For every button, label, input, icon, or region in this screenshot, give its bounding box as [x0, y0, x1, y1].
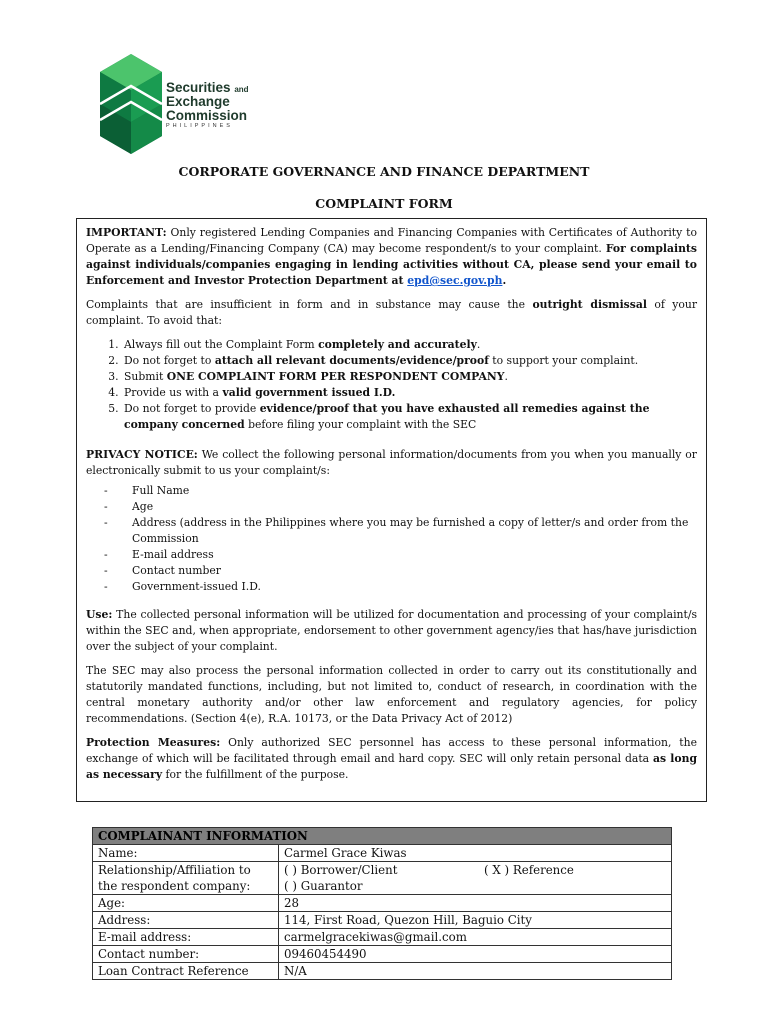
sec-hexagon-icon: [96, 52, 166, 156]
epd-email-link[interactable]: epd@sec.gov.ph: [407, 274, 503, 287]
list-item: - Full Name: [86, 483, 697, 499]
list-item: - Government-issued I.D.: [86, 579, 697, 595]
protection-paragraph: Protection Measures: Only authorized SEC personnel has access to these personal information, the exchange of which will be facilitated through email and hard copy. SEC will only retain personal data as long as necessary for the fulfillment of the purpose.: [86, 736, 697, 781]
steps-list: [86, 337, 697, 433]
list-item: - Address (address in the Philippines where you may be furnished a copy of letter/s and order from the Commission: [86, 515, 697, 547]
table-row: [93, 845, 672, 862]
option-borrower: ( ) Borrower/Client: [284, 863, 398, 877]
table-row: [93, 929, 672, 946]
logo-text-exchange: Exchange: [166, 94, 230, 109]
privacy-paragraph: PRIVACY NOTICE: We collect the following personal information/documents from you when you manually or electronically submit to us your complaint/s:: [86, 448, 697, 477]
complainant-header: COMPLAINANT INFORMATION: [93, 828, 672, 845]
age-label: Age:: [93, 895, 279, 912]
sec-process-paragraph: The SEC may also process the personal information collected in order to carry out its constitutionally and statutorily mandated functions, including, but not limited to, conduct of research, in coordination with the central monetary authority and/or other law enforcement and regulatory agencies, for policy recommendations. (Section 4(e), R.A. 10173, or the Data Privacy Act of 2012): [86, 664, 697, 725]
loan-reference-value: N/A: [279, 963, 672, 980]
logo-text-securities: Securities and: [166, 80, 249, 95]
list-item: - Age: [86, 499, 697, 515]
department-heading: CORPORATE GOVERNANCE AND FINANCE DEPARTMENT: [178, 164, 590, 179]
step-item: 1. Always fill out the Complaint Form completely and accurately.: [122, 337, 697, 353]
email-label: E-mail address:: [93, 929, 279, 946]
table-row: [93, 862, 672, 895]
option-reference: ( X ) Reference: [484, 863, 574, 877]
table-row: [93, 946, 672, 963]
important-paragraph: IMPORTANT: Only registered Lending Companies and Financing Companies with Certificates of Authority to Operate as a Lending/Financing Company (CA) may become respondent/s to your complaint. For complaints against individuals/companies engaging in lending activities without CA, please send your email to Enforcement and Investor Protection Department at epd@sec.gov.ph.: [86, 226, 698, 287]
table-row: [93, 963, 672, 980]
table-row: [93, 912, 672, 929]
personal-info-list: [86, 483, 697, 595]
address-label: Address:: [93, 912, 279, 929]
list-item: - E-mail address: [86, 547, 697, 563]
sec-logo: [96, 52, 256, 156]
email-value: carmelgracekiwas@gmail.com: [279, 929, 672, 946]
contact-value: 09460454490: [279, 946, 672, 963]
complainant-table: [92, 827, 672, 980]
relationship-label: Relationship/Affiliation to the respondent company:: [93, 862, 279, 895]
address-value: 114, First Road, Quezon Hill, Baguio City: [279, 912, 672, 929]
use-paragraph: Use: The collected personal information will be utilized for documentation and processing of your complaint/s within the SEC and, when appropriate, endorsement to other government agency/ies that has/have jurisdiction over the subject of your complaint.: [86, 608, 697, 653]
table-header-row: [93, 828, 672, 845]
logo-text-philippines: PHILIPPINES: [166, 123, 233, 129]
option-guarantor: ( ) Guarantor: [284, 879, 363, 893]
step-item: 5. Do not forget to provide evidence/proof that you have exhausted all remedies against the company concerned before filing your complaint with the SEC: [122, 401, 697, 433]
loan-reference-label: Loan Contract Reference: [93, 963, 279, 980]
contact-label: Contact number:: [93, 946, 279, 963]
insufficient-paragraph: Complaints that are insufficient in form and in substance may cause the outright dismissal of your complaint. To avoid that:: [86, 298, 698, 327]
name-value: Carmel Grace Kiwas: [279, 845, 672, 862]
notice-box: [76, 218, 707, 802]
age-value: 28: [279, 895, 672, 912]
name-label: Name:: [93, 845, 279, 862]
step-item: 2. Do not forget to attach all relevant documents/evidence/proof to support your complaint.: [122, 353, 697, 369]
step-item: 3. Submit ONE COMPLAINT FORM PER RESPONDENT COMPANY.: [122, 369, 697, 385]
table-row: [93, 895, 672, 912]
relationship-options: [279, 862, 672, 895]
logo-text-commission: Commission: [166, 108, 248, 123]
list-item: - Contact number: [86, 563, 697, 579]
form-title: COMPLAINT FORM: [315, 196, 453, 211]
step-item: 4. Provide us with a valid government issued I.D.: [122, 385, 697, 401]
